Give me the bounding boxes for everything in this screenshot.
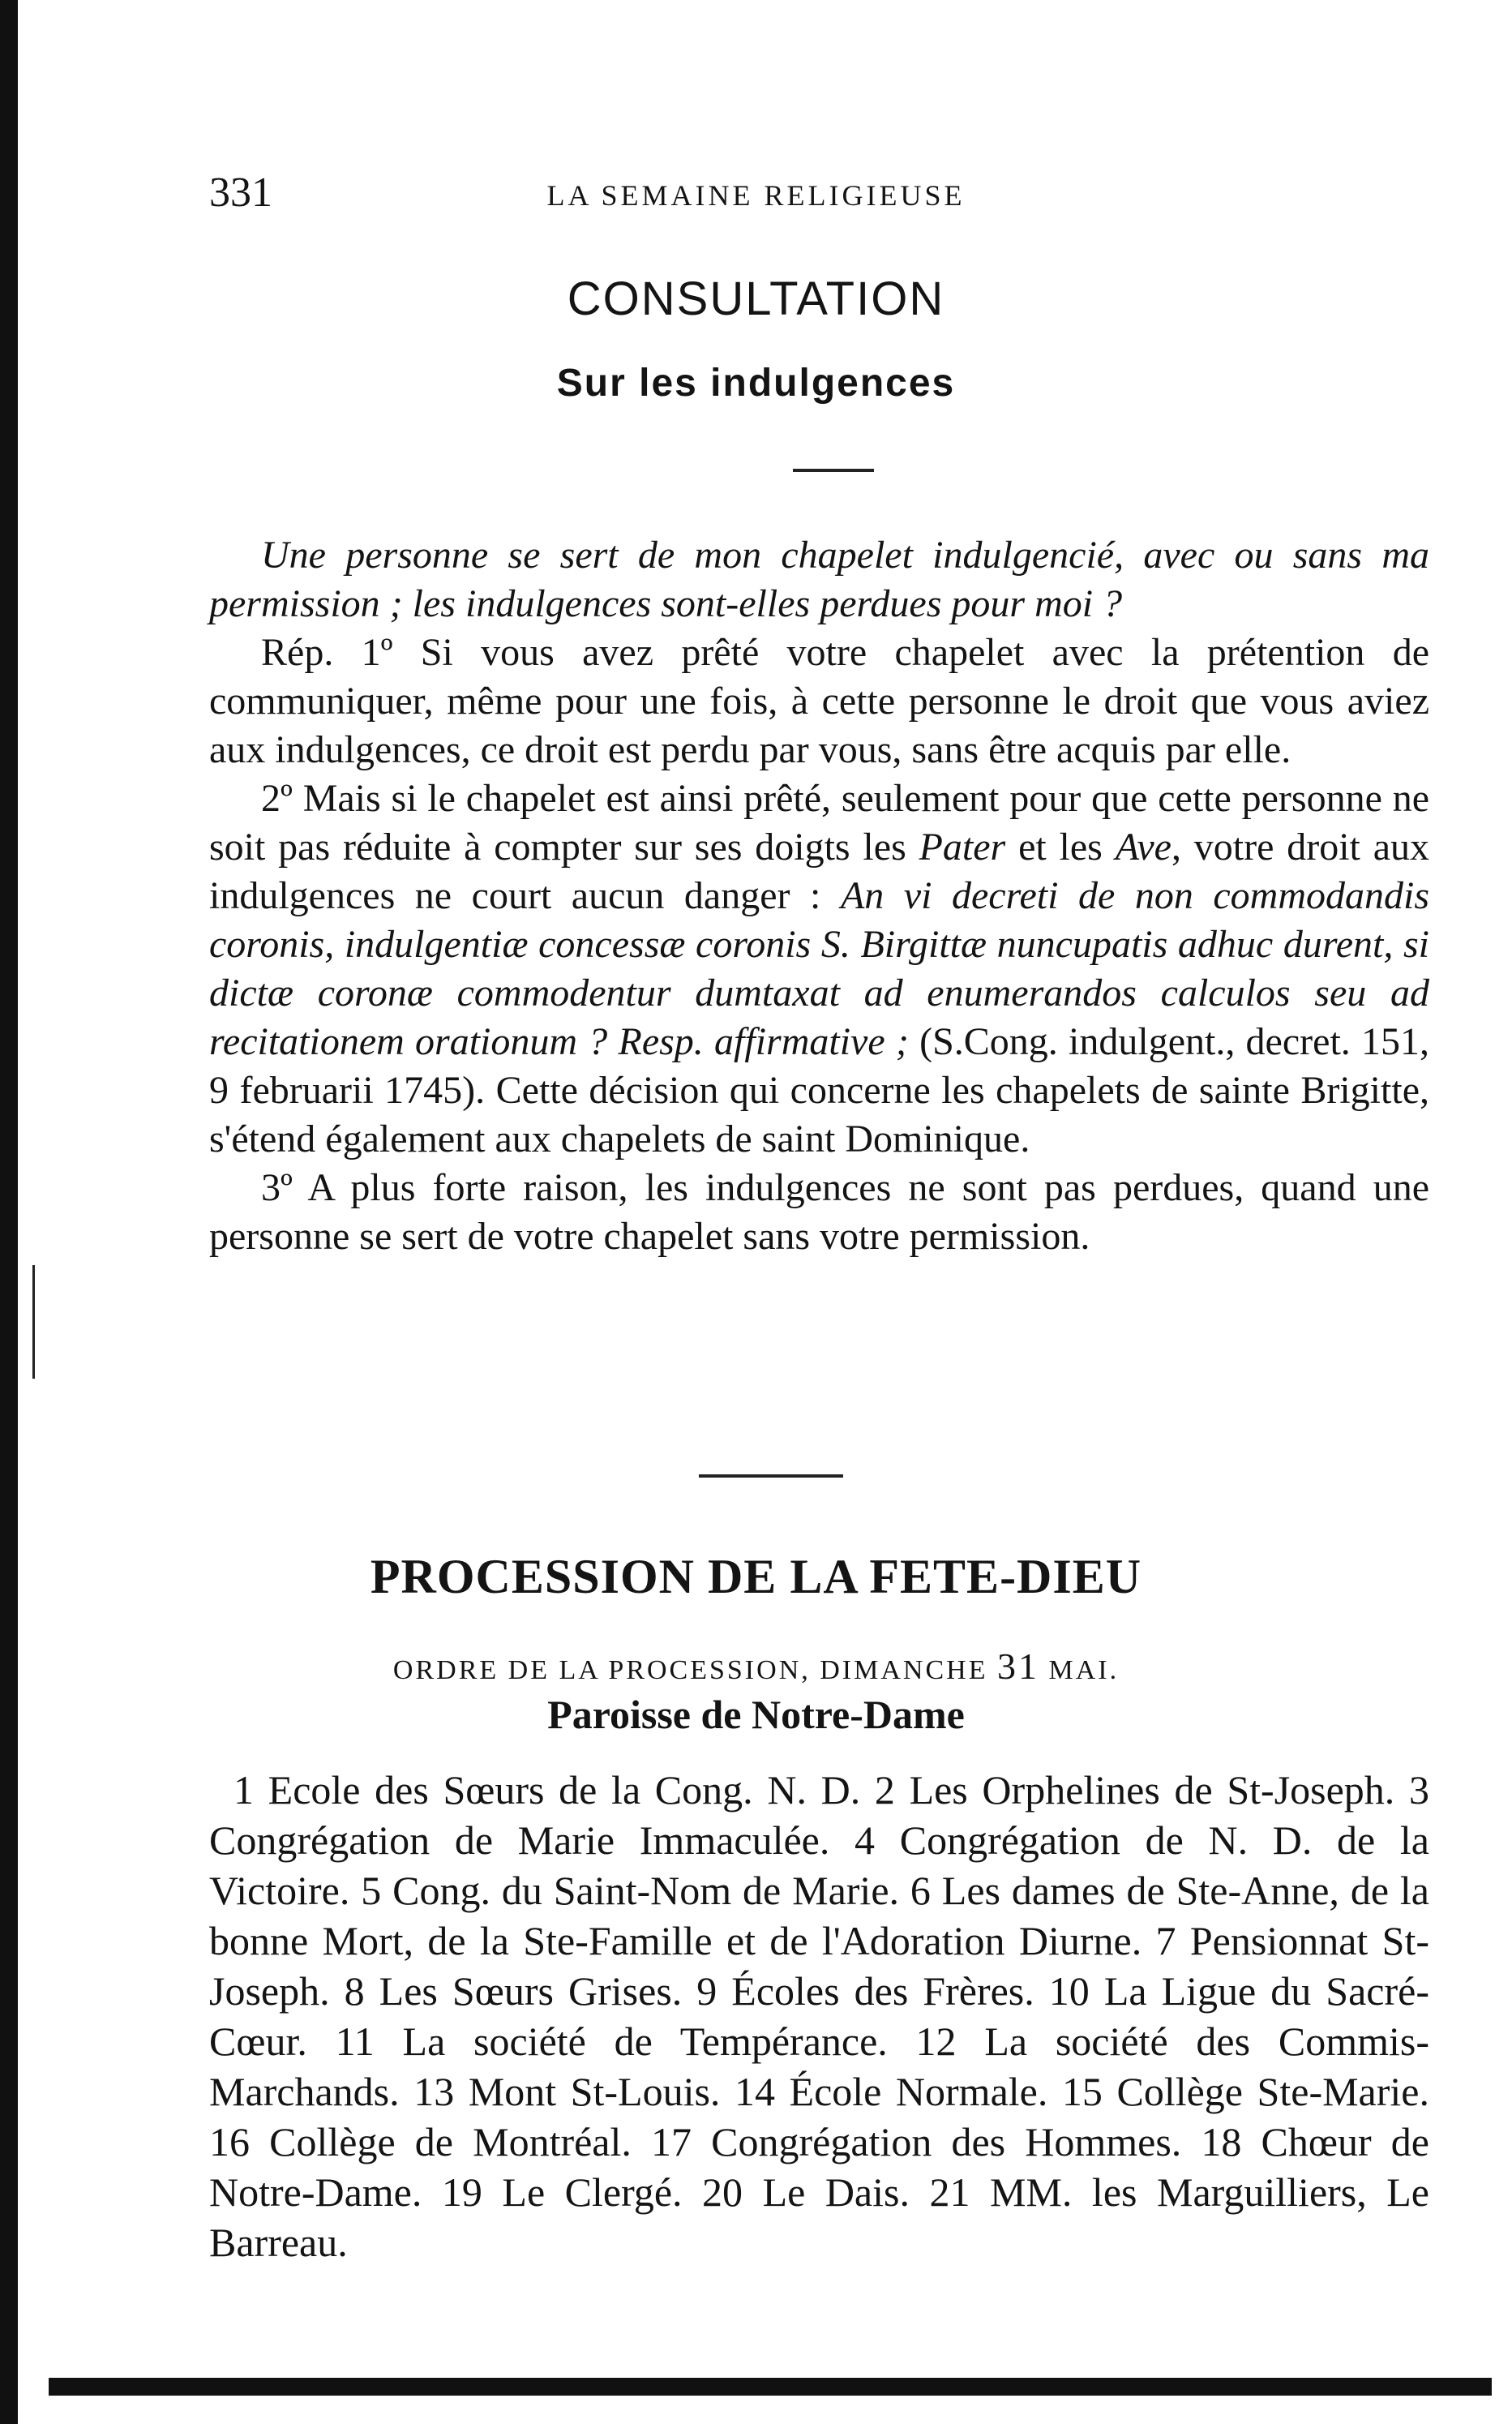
answer-paragraph-3: 3º A plus forte raison, les indulgences ne sont pas perdues, quand une personne se sert de votre chapelet sans votre permission. (209, 1166, 1429, 1258)
answer-2-ave: Ave (1115, 826, 1171, 869)
section-divider (793, 469, 874, 472)
answer-2-latin: An vi decreti de non commodandis coronis, indulgentiæ concessæ coronis S. Birgittæ nuncupatis adhuc durent, si dictæ coronæ commodentur dumtaxat ad enumerandos calculos seu ad recitationem orationum ? Resp. affirmative ; (209, 874, 1430, 1063)
consultation-subtitle: Sur les indulgences (556, 362, 956, 405)
consultation-title: CONSULTATION (567, 272, 945, 325)
answer-2-end: (S.Cong. indulgent., decret. 151, 9 februarii 1745). Cette décision qui concerne les chapelets de sainte Brigitte, s'étend également aux chapelets de saint Dominique. (209, 1020, 1430, 1161)
running-head: LA SEMAINE RELIGIEUSE (546, 179, 966, 212)
question-paragraph: Une personne se sert de mon chapelet indulgencié, avec ou sans ma permission ; les indulgences sont-elles perdues pour moi ? (209, 534, 1429, 625)
answer-2-et: et les (1018, 826, 1103, 869)
answer-2-pater: Pater (919, 826, 1006, 869)
answer-paragraph-2 (209, 774, 1429, 1164)
margin-mark (32, 1265, 35, 1379)
page-bottom-rule (49, 2378, 1492, 2396)
parish-heading: Paroisse de Notre-Dame (547, 1692, 965, 1737)
procession-list: 1 Ecole des Sœurs de la Cong. N. D. 2 Les Orphelines de St-Joseph. 3 Congrégation de Marie Immaculée. 4 Congrégation de N. D. de la Victoire. 5 Cong. du Saint-Nom de Marie. 6 Les dames de Ste-Anne, de la bonne Mort, de la Ste-Famille et de l'Adoration Diurne. 7 Pensionnat St-Joseph. 8 Les Sœurs Grises. 9 Écoles des Frères. 10 La Ligue du Sacré-Cœur. 11 La société de Tempérance. 12 La société des Commis-Marchands. 13 Mont St-Louis. 14 École Normale. 15 Collège Ste-Marie. 16 Collège de Montréal. 17 Congrégation des Hommes. 18 Chœur de Notre-Dame. 19 Le Clergé. 20 Le Dais. 21 MM. les Marguilliers, Le Barreau. (209, 1767, 1429, 2265)
answer-paragraph-1: Rép. 1º Si vous avez prêté votre chapelet avec la prétention de communiquer, même pour une fois, à cette personne le droit que vous aviez aux indulgences, ce droit est perdu par vous, sans être acquis par elle. (209, 631, 1429, 771)
order-day: 31 (996, 1645, 1039, 1687)
consultation-body (209, 531, 1429, 1261)
page-number: 331 (209, 169, 272, 216)
answer-2-mid: , votre droit aux indulgences ne court aucun danger : (209, 826, 1430, 917)
order-prefix: ORDRE DE LA PROCESSION, DIMANCHE (392, 1655, 988, 1685)
procession-order-line (0, 1645, 1512, 1688)
page-header (0, 169, 1512, 225)
order-month: MAI. (1048, 1655, 1120, 1685)
procession-title: PROCESSION DE LA FETE-DIEU (370, 1550, 1142, 1603)
answer-2-start: 2º Mais si le chapelet est ainsi prêté, seulement pour que cette personne ne soit pas réduite à compter sur ses doigts les (209, 777, 1429, 869)
section-divider-2 (699, 1474, 843, 1478)
